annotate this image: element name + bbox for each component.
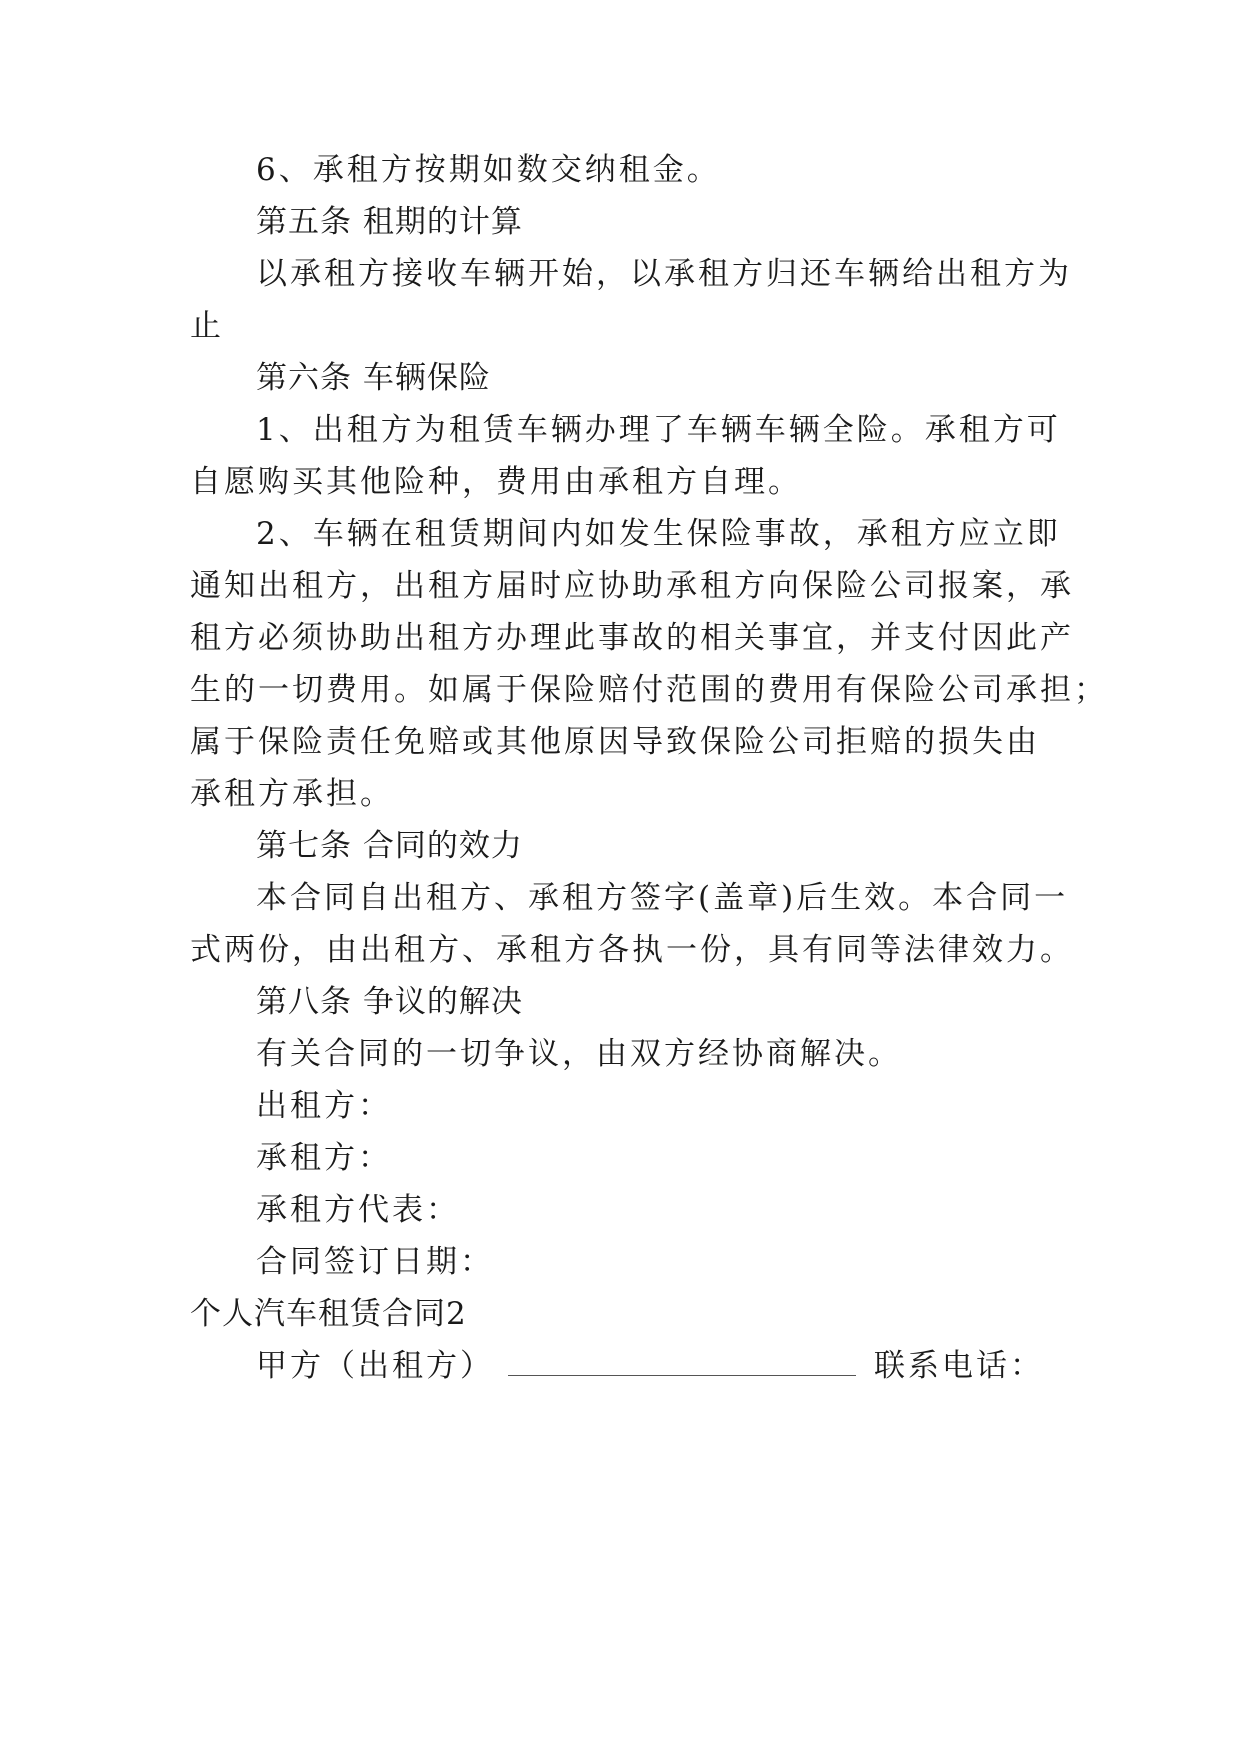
article-5-text-line-2: 止 — [190, 308, 224, 344]
article-6-item-1-line-2: 自愿购买其他险种，费用由承租方自理。 — [190, 464, 802, 500]
party-a-line — [256, 1346, 1070, 1386]
article-6-item-2-line-4: 生的一切费用。如属于保险赔付范围的费用有保险公司承担； — [190, 672, 1108, 708]
article-5-heading: 第五条 租期的计算 — [256, 204, 523, 240]
contract-2-title: 个人汽车租赁合同2 — [190, 1296, 467, 1332]
article-6-item-2-line-6: 承租方承担。 — [190, 776, 394, 812]
party-a-blank-field — [508, 1349, 856, 1376]
article-7-text-line-2: 式两份，由出租方、承租方各执一份，具有同等法律效力。 — [190, 932, 1074, 968]
article-8-heading: 第八条 争议的解决 — [256, 984, 523, 1020]
lessor-signature-label: 出租方： — [256, 1088, 392, 1124]
article-6-item-2-line-1: 2、车辆在租赁期间内如发生保险事故，承租方应立即 — [256, 516, 1061, 552]
phone-label: 联系电话： — [874, 1348, 1044, 1384]
article-7-text-line-1: 本合同自出租方、承租方签字(盖章)后生效。本合同一 — [256, 880, 1069, 916]
clause-4-item-6: 6、承租方按期如数交纳租金。 — [256, 152, 721, 188]
lessee-signature-label: 承租方： — [256, 1140, 392, 1176]
article-8-text: 有关合同的一切争议，由双方经协商解决。 — [256, 1036, 902, 1072]
party-a-label: 甲方（出租方） — [256, 1348, 494, 1384]
article-6-heading: 第六条 车辆保险 — [256, 360, 491, 396]
article-5-text-line-1: 以承租方接收车辆开始，以承租方归还车辆给出租方为 — [256, 256, 1072, 292]
article-6-item-2-line-2: 通知出租方，出租方届时应协助承租方向保险公司报案，承 — [190, 568, 1074, 604]
article-6-item-2-line-5: 属于保险责任免赔或其他原因导致保险公司拒赔的损失由 — [190, 724, 1040, 760]
article-6-item-1-line-1: 1、出租方为租赁车辆办理了车辆车辆全险。承租方可 — [256, 412, 1061, 448]
article-7-heading: 第七条 合同的效力 — [256, 828, 523, 864]
article-6-item-2-line-3: 租方必须协助出租方办理此事故的相关事宜，并支付因此产 — [190, 620, 1074, 656]
signing-date-label: 合同签订日期： — [256, 1244, 494, 1280]
lessee-representative-label: 承租方代表： — [256, 1192, 460, 1228]
